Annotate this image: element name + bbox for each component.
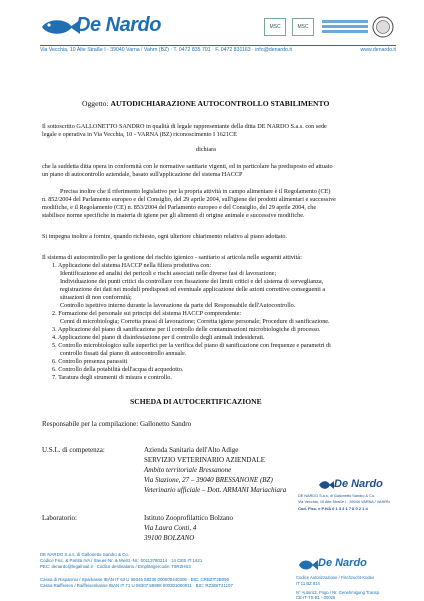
dichiara-heading: dichiara	[196, 146, 216, 153]
footer-authorization-info	[296, 575, 380, 601]
stamp-brand: De Nardo	[334, 478, 383, 490]
stamp-line-1: DE NARDO S.a.s. di Gallonetto Sandro & Co.	[298, 494, 376, 498]
list-item: 5. Controllo microbiologico sulle superfici per la verifica del piano di sanificazione con frequenze e parametri di	[52, 342, 331, 349]
footer-line: N° Autorizz. Frigo / Nr. Genehmigung Transp.	[296, 589, 381, 595]
footer-line: Codice Autorizzazione / Fischzucht-Kodex	[296, 575, 375, 580]
subject-title: AUTODICHIARAZIONE AUTOCONTROLLO STABILIMENTO	[110, 99, 330, 108]
stamp-line-2: Via Vecchia, 10 Alte Straße I - 39040 VARNA / VAHRN	[298, 500, 390, 504]
list-item: registrazione dei dati nei moduli predisposti ed eventuale applicazione delle azioni correttive conseguenti a	[60, 286, 326, 293]
list-item: 7. Taratura degli strumenti di misura e controllo.	[52, 374, 172, 381]
footer-line: CE-IT-TS-B1 - 00025	[296, 595, 336, 601]
list-item: controllo fissati dal piano di autocontrollo annuale.	[60, 350, 187, 357]
list-item: situazioni di non conformità;	[60, 294, 132, 301]
cert-logo-msc-2: MSC	[292, 18, 314, 36]
header-website-link[interactable]: www.denardo.it	[360, 47, 396, 53]
list-item: 6. Controllo della potabilità dell'acqua di acquedotto.	[52, 366, 184, 373]
bureau-veritas-seal-icon	[372, 16, 394, 38]
lab-line: Via Laura Conti, 4	[144, 524, 197, 532]
list-item: 1. Applicazione del sistema HACCP nella filiera produttiva con:	[52, 262, 212, 269]
cert-stripes-icon	[322, 18, 368, 34]
list-item: 6. Controllo presenza parassiti	[52, 358, 128, 365]
responsabile-label: Responsabile per la compilazione: Gallonetto Sandro	[42, 420, 192, 428]
cert-logo-msc-1: MSC	[264, 18, 286, 36]
paragraph-3-line-1: Precisa inoltre che il riferimento legislativo per la propria attività in campo alimentare è il Regolamento (CE)	[60, 188, 331, 195]
list-item: Identificazione ed analisi dei pericoli e rischi associati nelle diverse fasi di lavorazione;	[60, 270, 277, 277]
footer-fish-icon	[298, 559, 318, 571]
footer-line: Cassa Raiffeisen / Raiffeisenkasse IBAN IT 71 U 08307 58998 000301000011 · BIC: RZSBIT21107	[40, 582, 233, 588]
footer-line: PEC: denardo@legalmail.it · Codice destinatario / Empfängercode: T9RZHS3	[40, 564, 191, 570]
usl-line: SERVIZIO VETERINARIO AZIENDALE	[144, 456, 266, 464]
list-item: 2. Formazione del personale sui principi del sistema HACCP comprendente:	[52, 310, 242, 317]
paragraph-1-line-2: legale e operativa in Via Vecchia, 10 - VARNA (BZ) riconoscimento I 1621CE	[42, 131, 237, 138]
footer-line: Cassa di Risparmio / Sparkasse IBAN IT 63 U 06045 58230 000000440306 · BIC: CRBZIT2B090	[40, 576, 230, 582]
footer-company-info	[40, 552, 233, 589]
usl-line: Ambito territoriale Bressanone	[144, 466, 232, 474]
lab-line: Istituto Zooprofilattico Bolzano	[144, 514, 234, 522]
footer-line: IT 11 BZ 814	[296, 580, 320, 586]
footer-line: Codice Fisc. & Partita IVA / Steuer-Nr. & MwSt.-Nr.: 00113780214 · 14 CEE IT 1621	[40, 558, 203, 564]
usl-line: Azienda Sanitaria dell'Alto Adige	[144, 446, 239, 454]
list-item: 4. Applicazione del piano di disinfestazione per il controllo degli animali indesiderati.	[52, 334, 265, 341]
usl-line: Veterinario ufficiale – Dott. ARMANI Mariachiara	[144, 486, 287, 494]
stamp-fish-icon	[318, 480, 334, 490]
paragraph-3-line-2: n. 852/2004 del Parlamento europeo e del Consiglio, del 29 aprile 2004, sull'igiene dei prodotti alimentari e successive	[42, 196, 336, 203]
usl-label: U.S.L. di competenza:	[42, 446, 105, 454]
paragraph-5: Il sistema di autocontrollo per la gestione del rischio igienico - sanitario si articola nelle seguenti attività:	[42, 254, 302, 261]
list-item: Cenni di microbiologia; Corretta prassi di lavorazione; Corretta igiene personale; Procedure di sanificazione.	[60, 318, 330, 325]
stamp-line-3: Cod. Fisc. e P.IVA 0 1 3 3 1 7 8 0 2 1 4	[298, 506, 368, 511]
footer-line: DE NARDO S.a.s. di Gallonetto Sandro & Co.	[40, 552, 130, 557]
paragraph-3-line-4: stabilisce norme specifiche in materia di igiene per gli alimenti di origine animale e successive modifiche.	[42, 212, 305, 219]
list-item: Controllo ispettivo interno durante la lavorazione da parte del Responsabile dell'Autocontrollo.	[60, 302, 296, 309]
paragraph-2-line-1: che la suddetta ditta opera in conformità con le normative sanitarie vigenti, ed in particolare ha predisposto ed attuato	[42, 163, 333, 170]
paragraph-3-line-3: modifiche, e il Regolamento (CE) n. 853/2004 del Parlamento europeo e del Consiglio, del 29 aprile 2004, che	[42, 204, 317, 211]
footer-brand: De Nardo	[318, 557, 367, 569]
scheda-title: SCHEDA DI AUTOCERTIFICAZIONE	[130, 397, 262, 406]
header-address: Via Vecchia, 10 Alte Straße I - 39040 Varna / Vahrn (BZ) · T. 0472 835 701 · F. 0472 831163 · info@denardo.it	[40, 47, 292, 53]
subject-label: Oggetto:	[82, 99, 111, 108]
brand-name: De Nardo	[76, 14, 161, 36]
footer-logo	[298, 556, 378, 574]
paragraph-4: Si impegna inoltre a fornire, quando richiesto, ogni ulteriore chiarimento relativo al piano adottato.	[42, 233, 288, 240]
subject-line	[82, 100, 329, 108]
header-divider	[40, 45, 396, 46]
laboratorio-label: Laboratorio:	[42, 514, 77, 522]
usl-line: Via Stazione, 27 – 39040 BRESSANONE (BZ)	[144, 476, 273, 484]
paragraph-1-line-1: Il sottoscritto GALLONETTO SANDRO in qualità di legale rappresentante della ditta DE NARDO S.a.s. con sede	[42, 123, 327, 130]
company-logo	[40, 14, 168, 40]
paragraph-2-line-2: un piano di autocontrollo aziendale, basato sull'applicazione del sistema HACCP	[42, 171, 243, 178]
lab-line: 39100 BOLZANO	[144, 534, 195, 542]
list-item: Individuazione dei punti critici da controllare con fissazione dei limiti critici e del sistema di sorveglianza,	[60, 278, 324, 285]
company-stamp	[298, 478, 390, 522]
list-item: 3. Applicazione del piano di sanificazione per il controllo delle contaminazioni microbiologiche di processo.	[52, 326, 321, 333]
fish-logo-icon	[40, 16, 80, 38]
